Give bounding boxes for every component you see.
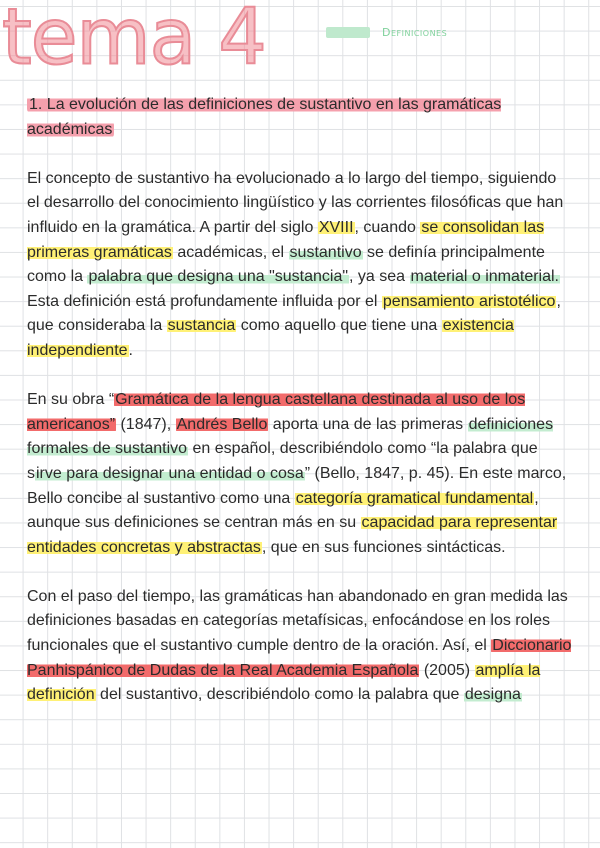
p2-highlight-2: Andrés Bello <box>176 415 268 433</box>
p1-highlight-5: material o inmaterial. <box>410 268 559 286</box>
p1-highlight-8: existencia independiente <box>27 317 514 359</box>
p2-text-6: , aunque sus definiciones se centran más en su <box>27 489 539 532</box>
p2-highlight-4: irve para designar una entidad o cosa <box>36 464 304 482</box>
paragraph-2 <box>27 388 573 560</box>
p2-highlight-6: capacidad para representar entidades concretas y abstractas <box>27 514 558 556</box>
section-heading-text: 1. La evolución de las definiciones de sustantivo en las gramáticas académicas <box>27 96 502 138</box>
p2-text-7: , que en sus funciones sintácticas. <box>261 538 506 556</box>
p3-highlight-1: Diccionario Panhispánico de Dudas de la Real Academia Española <box>27 637 572 679</box>
p3-text-3: del sustantivo, describiéndolo como la palabra que <box>95 686 464 704</box>
p3-highlight-2: amplía la definición <box>27 661 541 704</box>
p1-text-9: . <box>128 341 133 359</box>
p1-text-4: se definía principalmente como la <box>27 243 545 286</box>
p1-highlight-1: XVIII <box>318 218 354 236</box>
p3-text-1: Con el paso del tiempo, las gramáticas han abandonado en gran medida las definiciones basadas en categorías metafísicas, enfocándose en los roles funcionales que el sustantivo cumple dentro de la oración. Así, el <box>27 587 568 655</box>
p2-text-3: aporta una de las primeras <box>268 415 468 433</box>
paragraph-1 <box>27 167 573 364</box>
page-subtitle: Definiciones <box>382 26 448 39</box>
p3-highlight-3: designa <box>464 686 521 704</box>
page-title: tema 4 <box>2 0 266 82</box>
p2-text-5: ” (Bello, 1847, p. 45). En este marco, Bello concibe al sustantivo como una <box>27 464 567 507</box>
p1-text-3: académicas, el <box>172 243 289 261</box>
p1-text-6: Esta definición está profundamente influida por el <box>27 292 382 310</box>
p1-text-8: como aquello que tiene una <box>236 317 442 335</box>
p1-highlight-7: sustancia <box>167 317 236 335</box>
p1-highlight-6: pensamiento aristotélico <box>382 292 556 310</box>
p2-highlight-1: Gramática de la lengua castellana destinada al uso de los americanos” <box>27 391 526 433</box>
p1-text-5: , ya sea <box>349 268 410 286</box>
p2-text-1: En su obra “ <box>27 391 115 409</box>
p1-highlight-2: se consolidan las primeras gramáticas <box>27 218 545 261</box>
p2-highlight-3: definiciones formales de sustantivo <box>27 415 554 458</box>
p1-text-7: , que consideraba la <box>27 292 561 335</box>
p2-highlight-5: categoría gramatical fundamental <box>295 489 534 507</box>
p2-text-2: (1847), <box>116 415 176 433</box>
p1-text-1: El concepto de sustantivo ha evolucionado a lo largo del tiempo, siguiendo el desarrollo del conocimiento lingüístico y las corrientes filosóficas que han influido en la gramática. A partir del siglo <box>27 169 564 236</box>
p1-highlight-4: palabra que designa una "sustancia" <box>88 268 349 286</box>
note-content <box>27 93 573 732</box>
paragraph-3 <box>27 585 573 708</box>
p3-text-2: (2005) <box>419 661 475 679</box>
subtitle-marker <box>326 27 370 38</box>
p1-highlight-3: sustantivo <box>289 243 362 261</box>
section-heading <box>27 93 573 142</box>
page-header <box>0 0 600 90</box>
p1-text-2: , cuando <box>354 218 421 236</box>
p2-text-4: en español, describiéndolo como “la palabra que s <box>27 440 538 482</box>
